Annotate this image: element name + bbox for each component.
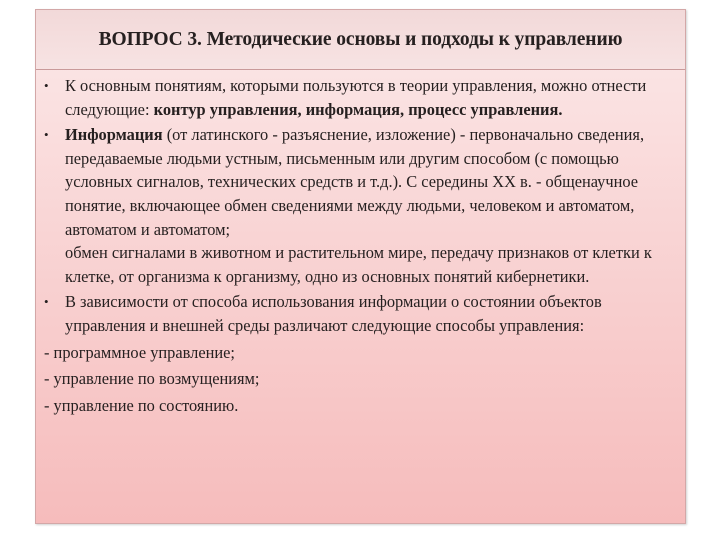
bullet-text: (от латинского - разъяснение, изложение) - первоначально сведения, передаваемые людьми устным, письменным или другим способом (с помощью условных сигналов, технических средств и т.д.). С середины XX в. - общенаучное понятие, включающее обмен сведениями между людьми, человеком и автоматом, автоматом и автоматом; — [65, 125, 645, 239]
bullet-text-continued: обмен сигналами в животном и растительном мире, передачу признаков от клетки к клетке, от организма к организму, одно из основных понятий кибернетики. — [65, 243, 652, 286]
slide-content — [44, 74, 674, 418]
bullet-bold-term: Информация — [65, 125, 163, 145]
bullet-item-information — [44, 123, 674, 288]
method-item-state: - управление по состоянию. — [44, 395, 239, 415]
title-bar — [36, 10, 685, 70]
slide-title: ВОПРОС 3. Методические основы и подходы к управлению — [98, 28, 623, 50]
method-item-disturbance: - управление по возмущениям; — [44, 369, 260, 389]
method-item-program: - программное управление; — [44, 342, 235, 362]
bullet-item-concepts — [44, 74, 674, 121]
bullet-dot-icon: • — [44, 78, 49, 93]
bullet-text: К основным понятиям, которыми пользуются в теории управления, можно отнести следующие: — [65, 76, 647, 119]
bullet-dot-icon: • — [44, 294, 49, 310]
bullet-dot-icon: • — [44, 127, 49, 143]
bullet-bold-text: контур управления, информация, процесс управления. — [153, 99, 563, 119]
bullet-text: В зависимости от способа использования информации о состоянии объектов управления и внешней среды различают следующие способы управления: — [65, 292, 602, 335]
slide-frame — [35, 9, 686, 524]
bullet-item-methods-intro — [44, 290, 674, 337]
